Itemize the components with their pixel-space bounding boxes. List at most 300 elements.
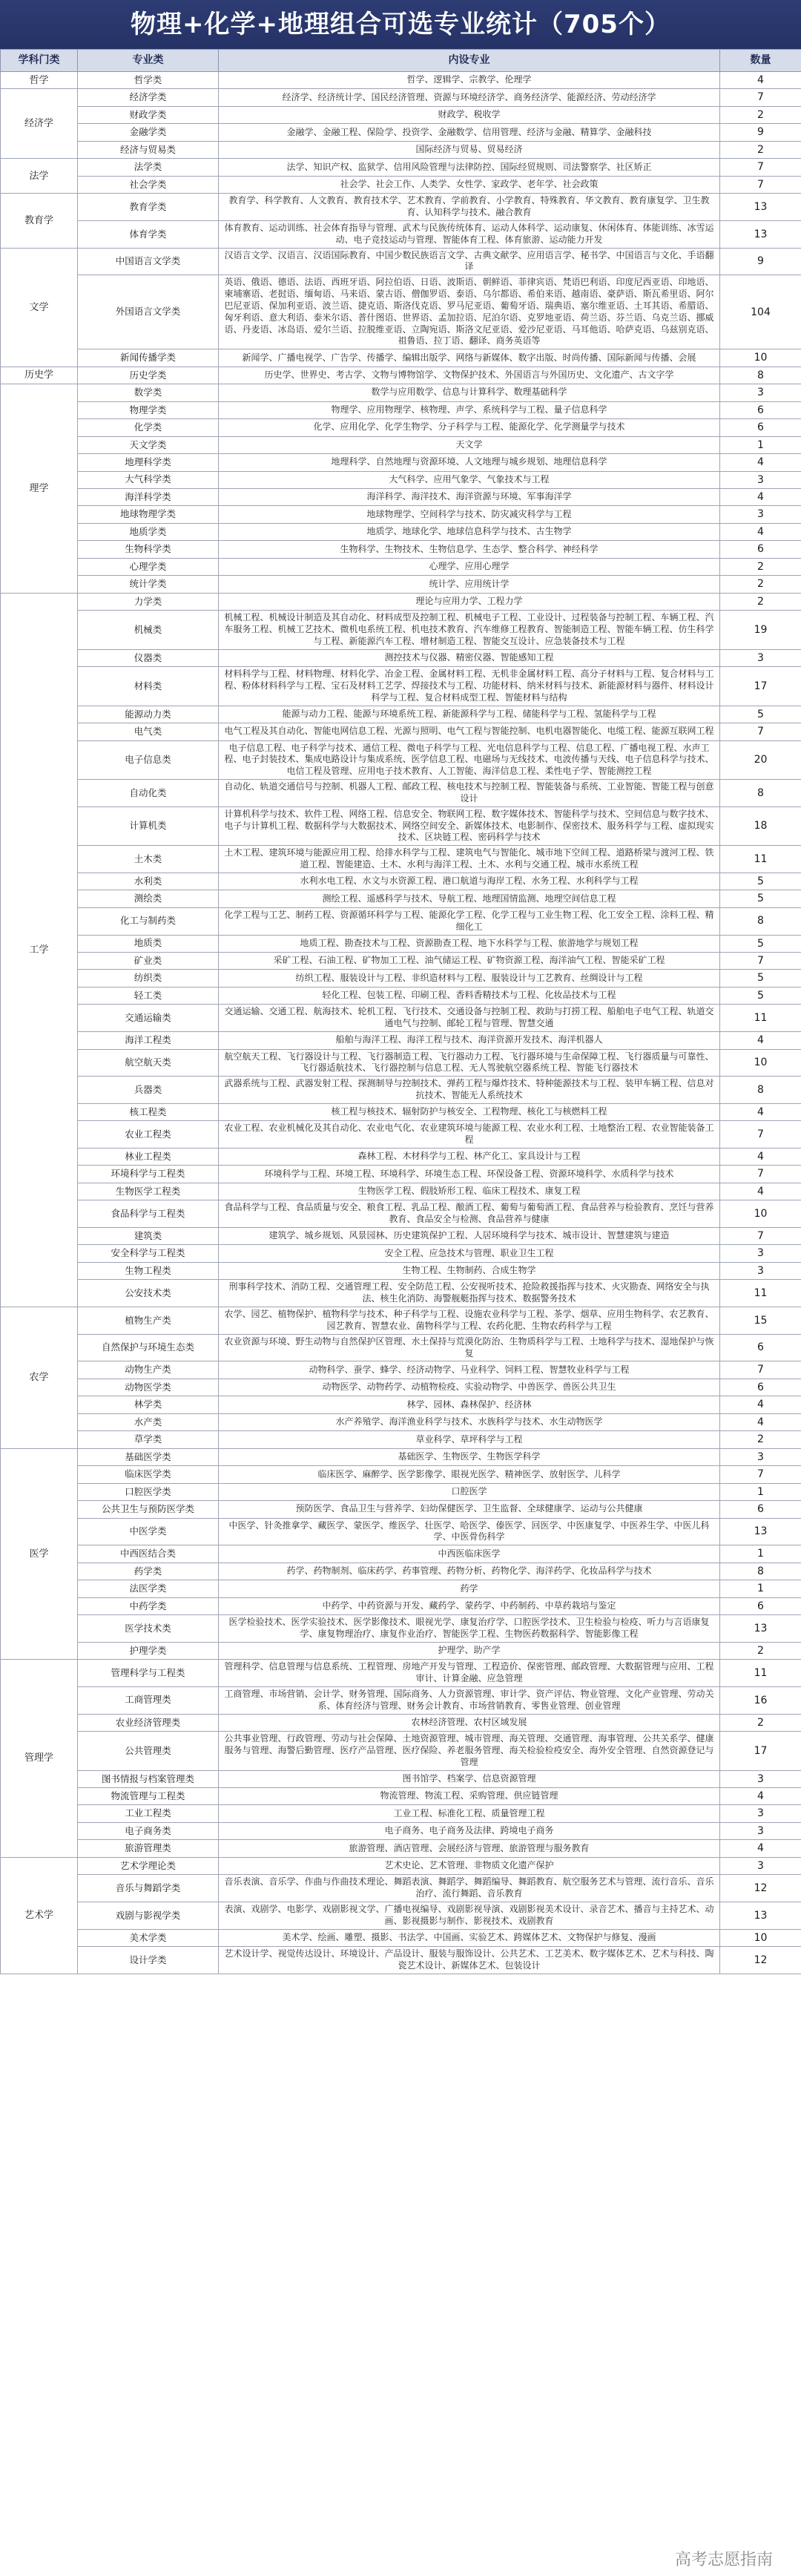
category-cell: 纺织类 xyxy=(78,970,219,987)
category-cell: 音乐与舞蹈学类 xyxy=(78,1875,219,1902)
majors-cell: 森林工程、木材科学与工程、林产化工、家具设计与工程 xyxy=(219,1148,720,1165)
table-row xyxy=(1,159,801,176)
majors-cell: 图书馆学、档案学、信息资源管理 xyxy=(219,1770,720,1787)
table-row xyxy=(1,1361,801,1379)
category-cell: 外国语言文学类 xyxy=(78,275,219,349)
majors-cell: 动物科学、蚕学、蜂学、经济动物学、马业科学、饲料工程、智慧牧业科学与工程 xyxy=(219,1361,720,1379)
majors-cell: 测绘工程、遥感科学与技术、导航工程、地理国情监测、地理空间信息工程 xyxy=(219,890,720,907)
category-cell: 建筑类 xyxy=(78,1228,219,1245)
category-cell: 草学类 xyxy=(78,1431,219,1448)
majors-cell: 化学、应用化学、化学生物学、分子科学与工程、能源化学、化学测量学与技术 xyxy=(219,419,720,436)
majors-cell: 管理科学、信息管理与信息系统、工程管理、房地产开发与管理、工程造价、保密管理、邮政管理、大数据管理与应用、工程审计、计算金融、应急管理 xyxy=(219,1660,720,1687)
category-cell: 动物医学类 xyxy=(78,1379,219,1396)
table-row xyxy=(1,873,801,890)
table-row xyxy=(1,1580,801,1597)
category-cell: 基础医学类 xyxy=(78,1448,219,1465)
category-cell: 海洋工程类 xyxy=(78,1032,219,1049)
table-row xyxy=(1,846,801,873)
table-row xyxy=(1,1563,801,1580)
category-cell: 物理学类 xyxy=(78,401,219,418)
count-cell: 8 xyxy=(720,780,801,807)
count-cell: 6 xyxy=(720,401,801,418)
table-row xyxy=(1,723,801,740)
category-cell: 物流管理与工程类 xyxy=(78,1787,219,1804)
count-cell: 7 xyxy=(720,1166,801,1183)
majors-cell: 自动化、轨道交通信号与控制、机器人工程、邮政工程、核电技术与控制工程、智能装备与系统、工业智能、智能工程与创意设计 xyxy=(219,780,720,807)
category-cell: 金融学类 xyxy=(78,124,219,141)
category-cell: 食品科学与工程类 xyxy=(78,1200,219,1228)
table-row xyxy=(1,1103,801,1120)
category-cell: 植物生产类 xyxy=(78,1307,219,1335)
category-cell: 公共管理类 xyxy=(78,1732,219,1770)
majors-cell: 建筑学、城乡规划、风景园林、历史建筑保护工程、人居环境科学与技术、城市设计、智慧建筑与建造 xyxy=(219,1228,720,1245)
count-cell: 7 xyxy=(720,89,801,106)
count-cell: 3 xyxy=(720,1822,801,1839)
majors-cell: 航空航天工程、飞行器设计与工程、飞行器制造工程、飞行器动力工程、飞行器环境与生命保障工程、飞行器质量与可靠性、飞行器适航技术、飞行器控制与信息工程、无人驾驶航空器系统工程、智能飞行器技术 xyxy=(219,1049,720,1077)
count-cell: 3 xyxy=(720,384,801,401)
category-cell: 核工程类 xyxy=(78,1103,219,1120)
table-body xyxy=(1,72,801,1974)
table-row xyxy=(1,1077,801,1104)
category-cell: 测绘类 xyxy=(78,890,219,907)
table-row xyxy=(1,401,801,418)
category-cell: 农业经济管理类 xyxy=(78,1714,219,1731)
count-cell: 4 xyxy=(720,1840,801,1857)
category-cell: 生物工程类 xyxy=(78,1262,219,1279)
count-cell: 5 xyxy=(720,873,801,890)
count-cell: 2 xyxy=(720,593,801,610)
majors-cell: 材料科学与工程、材料物理、材料化学、冶金工程、金属材料工程、无机非金属材料工程、高分子材料与工程、复合材料与工程、粉体材料科学与工程、宝石及材料工艺学、焊接技术与工程、功能材料、纳米材料与技术、新能源材料与器件、材料设计科学与工程、复合材料成型工程、智能材料与结构 xyxy=(219,667,720,706)
count-cell: 6 xyxy=(720,1334,801,1361)
majors-cell: 纺织工程、服装设计与工程、非织造材料与工程、服装设计与工艺教育、丝绸设计与工程 xyxy=(219,970,720,987)
table-row xyxy=(1,1148,801,1165)
majors-cell: 中医学、针灸推拿学、藏医学、蒙医学、维医学、壮医学、哈医学、傣医学、回医学、中医康复学、中医养生学、中医儿科学、中医骨伤科学 xyxy=(219,1518,720,1545)
majors-cell: 经济学、经济统计学、国民经济管理、资源与环境经济学、商务经济学、能源经济、劳动经济学 xyxy=(219,89,720,106)
table-row xyxy=(1,1483,801,1500)
table-row xyxy=(1,1660,801,1687)
count-cell: 7 xyxy=(720,1466,801,1483)
count-cell: 7 xyxy=(720,1361,801,1379)
header-category: 专业类 xyxy=(78,50,219,72)
count-cell: 13 xyxy=(720,1615,801,1643)
count-cell: 6 xyxy=(720,1597,801,1614)
table-row xyxy=(1,1840,801,1857)
count-cell: 18 xyxy=(720,806,801,845)
count-cell: 3 xyxy=(720,649,801,666)
majors-cell: 武器系统与工程、武器发射工程、探测制导与控制技术、弹药工程与爆炸技术、特种能源技术与工程、装甲车辆工程、信息对抗技术、智能无人系统技术 xyxy=(219,1077,720,1104)
majors-cell: 国际经济与贸易、贸易经济 xyxy=(219,141,720,158)
majors-cell: 预防医学、食品卫生与营养学、妇幼保健医学、卫生监督、全球健康学、运动与公共健康 xyxy=(219,1501,720,1518)
majors-cell: 历史学、世界史、考古学、文物与博物馆学、文物保护技术、外国语言与外国历史、文化遗产、古文字学 xyxy=(219,367,720,384)
category-cell: 哲学类 xyxy=(78,72,219,89)
table-row xyxy=(1,1501,801,1518)
table-row xyxy=(1,890,801,907)
category-cell: 安全科学与工程类 xyxy=(78,1245,219,1262)
table-row xyxy=(1,1714,801,1731)
majors-cell: 新闻学、广播电视学、广告学、传播学、编辑出版学、网络与新媒体、数字出版、时尚传播、国际新闻与传播、会展 xyxy=(219,349,720,367)
category-cell: 机械类 xyxy=(78,611,219,649)
table-row xyxy=(1,970,801,987)
category-cell: 材料类 xyxy=(78,667,219,706)
count-cell: 7 xyxy=(720,1228,801,1245)
majors-cell: 农业资源与环境、野生动物与自然保护区管理、水土保持与荒漠化防治、生物质科学与工程、土地科学与技术、湿地保护与恢复 xyxy=(219,1334,720,1361)
category-cell: 中西医结合类 xyxy=(78,1545,219,1563)
count-cell: 3 xyxy=(720,1245,801,1262)
category-cell: 历史学类 xyxy=(78,367,219,384)
count-cell: 6 xyxy=(720,419,801,436)
table-row xyxy=(1,907,801,935)
category-cell: 公共卫生与预防医学类 xyxy=(78,1501,219,1518)
category-cell: 大气科学类 xyxy=(78,471,219,488)
majors-cell: 测控技术与仪器、精密仪器、智能感知工程 xyxy=(219,649,720,666)
count-cell: 4 xyxy=(720,1396,801,1413)
majors-cell: 电子信息工程、电子科学与技术、通信工程、微电子科学与工程、光电信息科学与工程、信息工程、广播电视工程、水声工程、电子封装技术、集成电路设计与集成系统、医学信息工程、电磁场与无线技术、电波传播与天线、电子信息科学与技术、电信工程及管理、应用电子技术教育、人工智能、海洋信息工程、柔性电子学、智能测控工程 xyxy=(219,740,720,779)
majors-cell: 草业科学、草坪科学与工程 xyxy=(219,1431,720,1448)
category-cell: 图书情报与档案管理类 xyxy=(78,1770,219,1787)
category-cell: 自然保护与环境生态类 xyxy=(78,1334,219,1361)
majors-cell: 公共事业管理、行政管理、劳动与社会保障、土地资源管理、城市管理、海关管理、交通管理、海事管理、公共关系学、健康服务与管理、海警后勤管理、医疗产品管理、医疗保险、养老服务管理、海关检验检疫安全、海外安全管理、自然资源登记与管理 xyxy=(219,1732,720,1770)
majors-cell: 药学 xyxy=(219,1580,720,1597)
majors-cell: 电子商务、电子商务及法律、跨境电子商务 xyxy=(219,1822,720,1839)
table-row xyxy=(1,1334,801,1361)
header-count: 数量 xyxy=(720,50,801,72)
count-cell: 3 xyxy=(720,471,801,488)
majors-cell: 社会学、社会工作、人类学、女性学、家政学、老年学、社会政策 xyxy=(219,176,720,193)
table-row xyxy=(1,1770,801,1787)
majors-cell: 地质学、地球化学、地球信息科学与技术、古生物学 xyxy=(219,523,720,540)
table-row xyxy=(1,275,801,349)
count-cell: 8 xyxy=(720,367,801,384)
category-cell: 力学类 xyxy=(78,593,219,610)
count-cell: 5 xyxy=(720,935,801,952)
discipline-cell: 法学 xyxy=(1,159,78,194)
table-row xyxy=(1,1642,801,1659)
watermark: 高考志愿指南 xyxy=(669,2546,779,2572)
category-cell: 美术学类 xyxy=(78,1929,219,1946)
table-row xyxy=(1,1183,801,1200)
count-cell: 9 xyxy=(720,124,801,141)
majors-cell: 海洋科学、海洋技术、海洋资源与环境、军事海洋学 xyxy=(219,488,720,505)
table-row xyxy=(1,220,801,248)
count-cell: 11 xyxy=(720,1660,801,1687)
discipline-cell: 哲学 xyxy=(1,72,78,89)
discipline-cell: 管理学 xyxy=(1,1660,78,1858)
table-row xyxy=(1,1245,801,1262)
majors-cell: 农林经济管理、农村区域发展 xyxy=(219,1714,720,1731)
category-cell: 护理学类 xyxy=(78,1642,219,1659)
majors-cell: 天文学 xyxy=(219,436,720,453)
table-row xyxy=(1,1049,801,1077)
table-row xyxy=(1,1902,801,1929)
table-row xyxy=(1,1929,801,1946)
majors-cell: 农业工程、农业机械化及其自动化、农业电气化、农业建筑环境与能源工程、农业水利工程、土地整治工程、农业智能装备工程 xyxy=(219,1121,720,1149)
count-cell: 104 xyxy=(720,275,801,349)
majors-cell: 采矿工程、石油工程、矿物加工工程、油气储运工程、矿物资源工程、海洋油气工程、智能采矿工程 xyxy=(219,952,720,969)
majors-cell: 金融学、金融工程、保险学、投资学、金融数学、信用管理、经济与金融、精算学、金融科技 xyxy=(219,124,720,141)
majors-cell: 英语、俄语、德语、法语、西班牙语、阿拉伯语、日语、波斯语、朝鲜语、菲律宾语、梵语巴利语、印度尼西亚语、印地语、柬埔寨语、老挝语、缅甸语、马来语、蒙古语、僧伽罗语、泰语、乌尔都语、希伯来语、越南语、豪萨语、斯瓦希里语、阿尔巴尼亚语、保加利亚语、波兰语、捷克语、斯洛伐克语、罗马尼亚语、葡萄牙语、瑞典语、塞尔维亚语、土耳其语、希腊语、匈牙利语、意大利语、泰米尔语、普什图语、世界语、孟加拉语、尼泊尔语、克罗地亚语、荷兰语、芬兰语、乌克兰语、挪威语、丹麦语、冰岛语、爱尔兰语、拉脱维亚语、立陶宛语、斯洛文尼亚语、爱沙尼亚语、马耳他语、哈萨克语、乌兹别克语、祖鲁语、拉丁语、翻译、商务英语等 xyxy=(219,275,720,349)
table-row xyxy=(1,649,801,666)
count-cell: 15 xyxy=(720,1307,801,1335)
table-row xyxy=(1,1431,801,1448)
majors-cell: 电气工程及其自动化、智能电网信息工程、光源与照明、电气工程与智能控制、电机电器智能化、电缆工程、能源互联网工程 xyxy=(219,723,720,740)
count-cell: 1 xyxy=(720,436,801,453)
table-row xyxy=(1,1875,801,1902)
table-row xyxy=(1,541,801,558)
table-row xyxy=(1,1805,801,1822)
majors-cell: 旅游管理、酒店管理、会展经济与管理、旅游管理与服务教育 xyxy=(219,1840,720,1857)
table-row xyxy=(1,1166,801,1183)
count-cell: 10 xyxy=(720,1049,801,1077)
table-row xyxy=(1,987,801,1004)
category-cell: 林业工程类 xyxy=(78,1148,219,1165)
count-cell: 4 xyxy=(720,523,801,540)
count-cell: 8 xyxy=(720,1563,801,1580)
count-cell: 10 xyxy=(720,1929,801,1946)
majors-cell: 动物医学、动物药学、动植物检疫、实验动物学、中兽医学、兽医公共卫生 xyxy=(219,1379,720,1396)
count-cell: 11 xyxy=(720,1005,801,1032)
header-row xyxy=(1,50,801,72)
majors-cell: 工商管理、市场营销、会计学、财务管理、国际商务、人力资源管理、审计学、资产评估、物业管理、文化产业管理、劳动关系、体育经济与管理、财务会计教育、市场营销教育、零售业管理、创业管理 xyxy=(219,1686,720,1714)
majors-cell: 中西医临床医学 xyxy=(219,1545,720,1563)
majors-cell: 统计学、应用统计学 xyxy=(219,576,720,593)
majors-cell: 艺术设计学、视觉传达设计、环境设计、产品设计、服装与服饰设计、公共艺术、工艺美术、数字媒体艺术、艺术与科技、陶瓷艺术设计、新媒体艺术、包装设计 xyxy=(219,1947,720,1974)
count-cell: 4 xyxy=(720,1787,801,1804)
count-cell: 6 xyxy=(720,1501,801,1518)
count-cell: 3 xyxy=(720,506,801,523)
count-cell: 2 xyxy=(720,1431,801,1448)
discipline-cell: 文学 xyxy=(1,248,78,367)
count-cell: 4 xyxy=(720,1032,801,1049)
majors-cell: 生物科学、生物技术、生物信息学、生态学、整合科学、神经科学 xyxy=(219,541,720,558)
majors-cell: 农学、园艺、植物保护、植物科学与技术、种子科学与工程、设施农业科学与工程、茶学、烟草、应用生物科学、农艺教育、园艺教育、智慧农业、菌物科学与工程、农药化肥、生物农药科学与工程 xyxy=(219,1307,720,1335)
table-row xyxy=(1,506,801,523)
table-row xyxy=(1,576,801,593)
count-cell: 4 xyxy=(720,1183,801,1200)
category-cell: 计算机类 xyxy=(78,806,219,845)
table-row xyxy=(1,706,801,723)
count-cell: 12 xyxy=(720,1875,801,1902)
category-cell: 财政学类 xyxy=(78,106,219,123)
discipline-cell: 医学 xyxy=(1,1448,78,1660)
majors-cell: 林学、园林、森林保护、经济林 xyxy=(219,1396,720,1413)
count-cell: 3 xyxy=(720,1448,801,1465)
count-cell: 5 xyxy=(720,890,801,907)
table-row xyxy=(1,952,801,969)
majors-cell: 哲学、逻辑学、宗教学、伦理学 xyxy=(219,72,720,89)
majors-cell: 大气科学、应用气象学、气象技术与工程 xyxy=(219,471,720,488)
count-cell: 4 xyxy=(720,1413,801,1430)
table-row xyxy=(1,1822,801,1839)
count-cell: 2 xyxy=(720,576,801,593)
category-cell: 设计学类 xyxy=(78,1947,219,1974)
majors-cell: 汉语言文学、汉语言、汉语国际教育、中国少数民族语言文学、古典文献学、应用语言学、秘书学、中国语言与文化、手语翻译 xyxy=(219,248,720,275)
count-cell: 6 xyxy=(720,1379,801,1396)
major-statistics-table xyxy=(0,49,801,1974)
count-cell: 16 xyxy=(720,1686,801,1714)
count-cell: 8 xyxy=(720,907,801,935)
count-cell: 13 xyxy=(720,1518,801,1545)
table-row xyxy=(1,384,801,401)
majors-cell: 工业工程、标准化工程、质量管理工程 xyxy=(219,1805,720,1822)
category-cell: 工商管理类 xyxy=(78,1686,219,1714)
majors-cell: 水产养殖学、海洋渔业科学与技术、水族科学与技术、水生动物医学 xyxy=(219,1413,720,1430)
count-cell: 1 xyxy=(720,1545,801,1563)
category-cell: 管理科学与工程类 xyxy=(78,1660,219,1687)
table-row xyxy=(1,1228,801,1245)
count-cell: 13 xyxy=(720,194,801,221)
majors-cell: 护理学、助产学 xyxy=(219,1642,720,1659)
count-cell: 11 xyxy=(720,1280,801,1307)
category-cell: 中医学类 xyxy=(78,1518,219,1545)
category-cell: 水产类 xyxy=(78,1413,219,1430)
category-cell: 仪器类 xyxy=(78,649,219,666)
majors-cell: 轻化工程、包装工程、印刷工程、香料香精技术与工程、化妆品技术与工程 xyxy=(219,987,720,1004)
category-cell: 能源动力类 xyxy=(78,706,219,723)
category-cell: 地理科学类 xyxy=(78,454,219,471)
majors-cell: 药学、药物制剂、临床药学、药事管理、药物分析、药物化学、海洋药学、化妆品科学与技术 xyxy=(219,1563,720,1580)
majors-cell: 物理学、应用物理学、核物理、声学、系统科学与工程、量子信息科学 xyxy=(219,401,720,418)
table-row xyxy=(1,1787,801,1804)
majors-cell: 表演、戏剧学、电影学、戏剧影视文学、广播电视编导、戏剧影视导演、戏剧影视美术设计、录音艺术、播音与主持艺术、动画、影视摄影与制作、影视技术、戏剧教育 xyxy=(219,1902,720,1929)
count-cell: 17 xyxy=(720,667,801,706)
count-cell: 3 xyxy=(720,1262,801,1279)
table-row xyxy=(1,1413,801,1430)
table-row xyxy=(1,1597,801,1614)
discipline-cell: 理学 xyxy=(1,384,78,594)
count-cell: 11 xyxy=(720,846,801,873)
table-row xyxy=(1,349,801,367)
majors-cell: 生物工程、生物制药、合成生物学 xyxy=(219,1262,720,1279)
table-row xyxy=(1,1466,801,1483)
majors-cell: 财政学、税收学 xyxy=(219,106,720,123)
category-cell: 兵器类 xyxy=(78,1077,219,1104)
category-cell: 电子信息类 xyxy=(78,740,219,779)
category-cell: 数学类 xyxy=(78,384,219,401)
count-cell: 5 xyxy=(720,987,801,1004)
majors-cell: 水利水电工程、水文与水资源工程、港口航道与海岸工程、水务工程、水利科学与工程 xyxy=(219,873,720,890)
table-row xyxy=(1,1200,801,1228)
count-cell: 7 xyxy=(720,723,801,740)
count-cell: 2 xyxy=(720,558,801,575)
table-row xyxy=(1,1280,801,1307)
category-cell: 戏剧与影视学类 xyxy=(78,1902,219,1929)
category-cell: 中药学类 xyxy=(78,1597,219,1614)
count-cell: 1 xyxy=(720,1580,801,1597)
table-row xyxy=(1,1518,801,1545)
count-cell: 3 xyxy=(720,1805,801,1822)
category-cell: 电子商务类 xyxy=(78,1822,219,1839)
majors-cell: 安全工程、应急技术与管理、职业卫生工程 xyxy=(219,1245,720,1262)
discipline-cell: 教育学 xyxy=(1,194,78,248)
category-cell: 教育学类 xyxy=(78,194,219,221)
count-cell: 10 xyxy=(720,1200,801,1228)
table-row xyxy=(1,667,801,706)
majors-cell: 体育教育、运动训练、社会体育指导与管理、武术与民族传统体育、运动人体科学、运动康复、休闲体育、体能训练、冰雪运动、电子竞技运动与管理、智能体育工程、体育旅游、运动能力开发 xyxy=(219,220,720,248)
majors-cell: 地球物理学、空间科学与技术、防灾减灾科学与工程 xyxy=(219,506,720,523)
category-cell: 艺术学理论类 xyxy=(78,1857,219,1874)
table-row xyxy=(1,935,801,952)
category-cell: 海洋科学类 xyxy=(78,488,219,505)
majors-cell: 船舶与海洋工程、海洋工程与技术、海洋资源开发技术、海洋机器人 xyxy=(219,1032,720,1049)
table-row xyxy=(1,124,801,141)
table-row xyxy=(1,740,801,779)
table-row xyxy=(1,419,801,436)
category-cell: 化学类 xyxy=(78,419,219,436)
table-row xyxy=(1,1448,801,1465)
category-cell: 天文学类 xyxy=(78,436,219,453)
count-cell: 5 xyxy=(720,706,801,723)
category-cell: 旅游管理类 xyxy=(78,1840,219,1857)
majors-cell: 环境科学与工程、环境工程、环境科学、环境生态工程、环保设备工程、资源环境科学、水质科学与技术 xyxy=(219,1166,720,1183)
count-cell: 2 xyxy=(720,1642,801,1659)
category-cell: 电气类 xyxy=(78,723,219,740)
majors-cell: 物流管理、物流工程、采购管理、供应链管理 xyxy=(219,1787,720,1804)
table-row xyxy=(1,1032,801,1049)
table-row xyxy=(1,1947,801,1974)
table-row xyxy=(1,1262,801,1279)
category-cell: 工业工程类 xyxy=(78,1805,219,1822)
count-cell: 4 xyxy=(720,1103,801,1120)
count-cell: 1 xyxy=(720,1483,801,1500)
table-row xyxy=(1,176,801,193)
majors-cell: 化学工程与工艺、制药工程、资源循环科学与工程、能源化学工程、化学工程与工业生物工程、化工安全工程、涂料工程、精细化工 xyxy=(219,907,720,935)
count-cell: 7 xyxy=(720,952,801,969)
count-cell: 9 xyxy=(720,248,801,275)
majors-cell: 基础医学、生物医学、生物医学科学 xyxy=(219,1448,720,1465)
majors-cell: 美术学、绘画、雕塑、摄影、书法学、中国画、实验艺术、跨媒体艺术、文物保护与修复、漫画 xyxy=(219,1929,720,1946)
category-cell: 公安技术类 xyxy=(78,1280,219,1307)
discipline-cell: 工学 xyxy=(1,593,78,1307)
table-row xyxy=(1,89,801,106)
count-cell: 3 xyxy=(720,1857,801,1874)
count-cell: 13 xyxy=(720,220,801,248)
table-row xyxy=(1,436,801,453)
majors-cell: 口腔医学 xyxy=(219,1483,720,1500)
category-cell: 药学类 xyxy=(78,1563,219,1580)
category-cell: 地质学类 xyxy=(78,523,219,540)
table-row xyxy=(1,806,801,845)
category-cell: 土木类 xyxy=(78,846,219,873)
category-cell: 林学类 xyxy=(78,1396,219,1413)
table-row xyxy=(1,1005,801,1032)
majors-cell: 交通运输、交通工程、航海技术、轮机工程、飞行技术、交通设备与控制工程、救助与打捞工程、船舶电子电气工程、轨道交通电气与控制、邮轮工程与管理、智慧交通 xyxy=(219,1005,720,1032)
majors-cell: 地理科学、自然地理与资源环境、人文地理与城乡规划、地理信息科学 xyxy=(219,454,720,471)
discipline-cell: 历史学 xyxy=(1,367,78,384)
count-cell: 8 xyxy=(720,1077,801,1104)
majors-cell: 核工程与核技术、辐射防护与核安全、工程物理、核化工与核燃料工程 xyxy=(219,1103,720,1120)
category-cell: 水利类 xyxy=(78,873,219,890)
category-cell: 交通运输类 xyxy=(78,1005,219,1032)
majors-cell: 艺术史论、艺术管理、非物质文化遗产保护 xyxy=(219,1857,720,1874)
table-row xyxy=(1,558,801,575)
category-cell: 心理学类 xyxy=(78,558,219,575)
category-cell: 航空航天类 xyxy=(78,1049,219,1077)
discipline-cell: 经济学 xyxy=(1,89,78,159)
category-cell: 自动化类 xyxy=(78,780,219,807)
count-cell: 4 xyxy=(720,72,801,89)
count-cell: 7 xyxy=(720,176,801,193)
table-row xyxy=(1,611,801,649)
count-cell: 7 xyxy=(720,159,801,176)
count-cell: 20 xyxy=(720,740,801,779)
count-cell: 3 xyxy=(720,1770,801,1787)
category-cell: 口腔医学类 xyxy=(78,1483,219,1500)
table-header xyxy=(1,50,801,72)
count-cell: 4 xyxy=(720,1148,801,1165)
category-cell: 地质类 xyxy=(78,935,219,952)
count-cell: 5 xyxy=(720,970,801,987)
count-cell: 12 xyxy=(720,1947,801,1974)
